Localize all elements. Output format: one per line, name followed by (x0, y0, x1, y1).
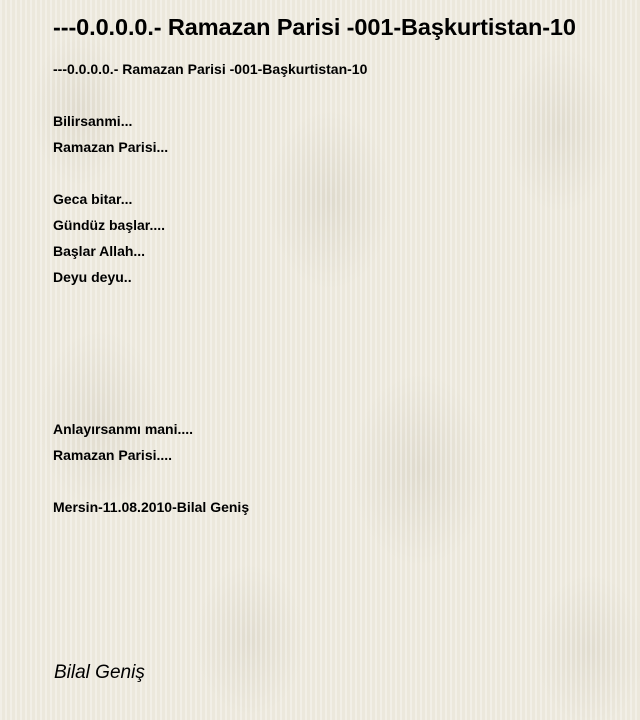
stanza-gap (53, 468, 613, 494)
poem-line: Deyu deyu.. (53, 269, 132, 285)
poem-line: Geca bitar... (53, 191, 133, 207)
poem-line: Başlar Allah... (53, 243, 146, 259)
stanza-gap (53, 82, 613, 108)
poem-line: Gündüz başlar.... (53, 217, 166, 233)
stanza-gap (53, 290, 613, 416)
poem-line: Ramazan Parisi... (53, 139, 169, 155)
author-name[interactable]: Bilal Geniş (54, 662, 145, 683)
poem-line: Bilirsanmi... (53, 113, 133, 129)
poem-subtitle: ---0.0.0.0.- Ramazan Parisi -001-Başkurtistan-10 (53, 61, 368, 77)
page-title: ---0.0.0.0.- Ramazan Parisi -001-Başkurtistan-10 (53, 14, 576, 40)
poem-line: Ramazan Parisi.... (53, 447, 173, 463)
poem-signature-line: Mersin-11.08.2010-Bilal Geniş (53, 499, 250, 515)
poem-line: Anlayırsanmı mani.... (53, 421, 194, 437)
stanza-gap (53, 160, 613, 186)
poem-body (53, 56, 613, 520)
